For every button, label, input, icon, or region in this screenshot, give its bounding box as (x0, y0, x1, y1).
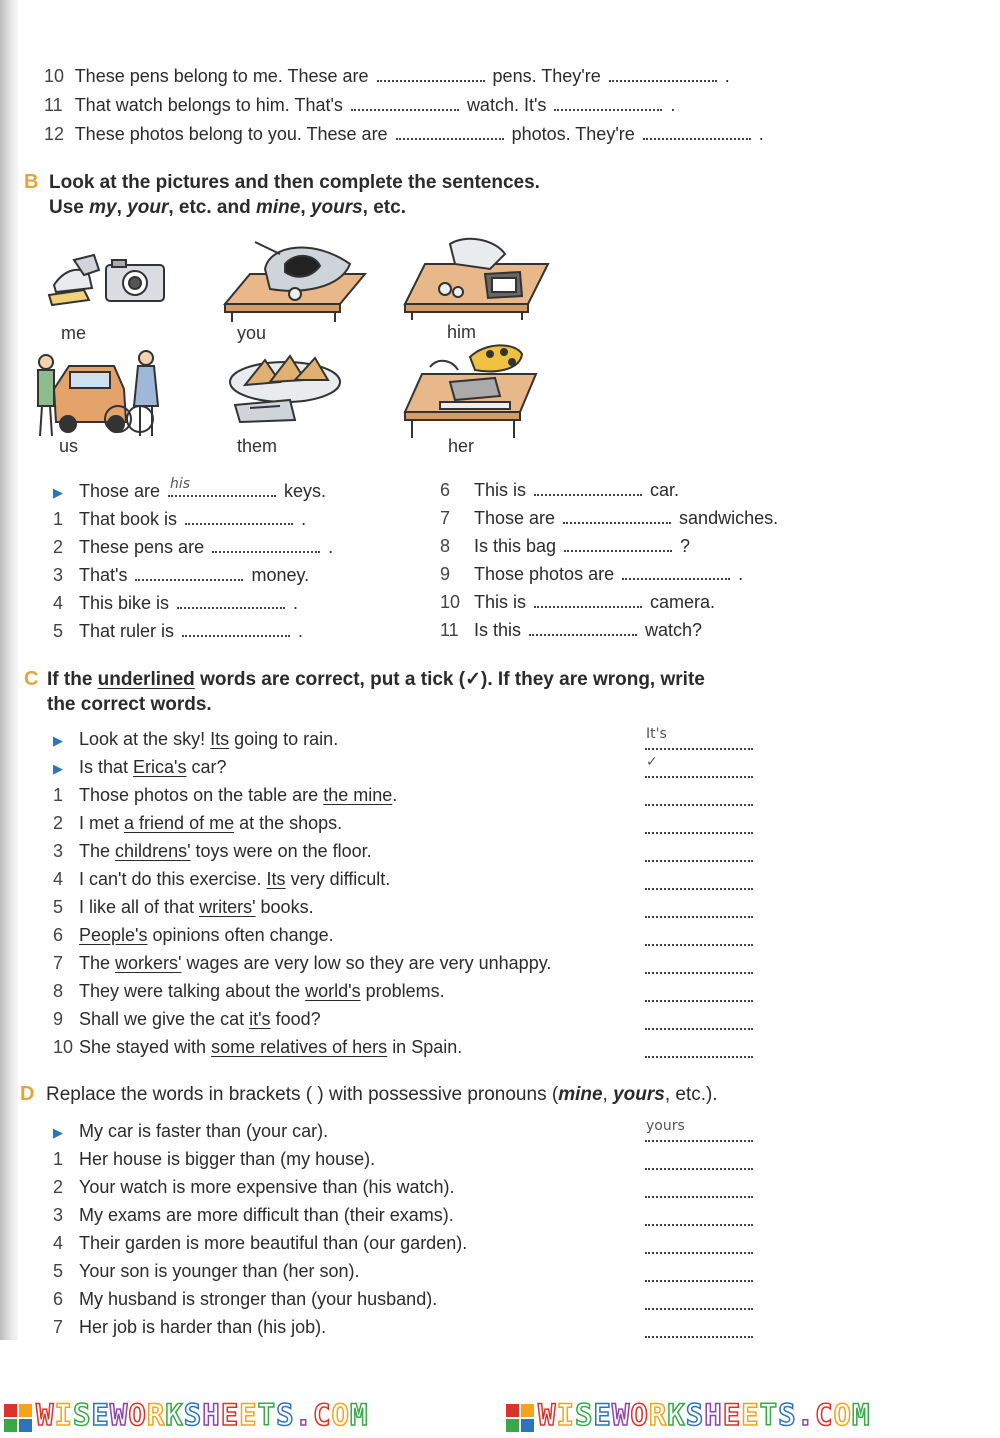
picture-label-him: him (447, 322, 477, 342)
exercise-b-row-9: 9 Those photos are . (440, 564, 744, 584)
exercise-d-row: 3 My exams are more difficult than (their exams). (53, 1205, 454, 1225)
answer-blank[interactable] (185, 509, 293, 525)
answer-blank[interactable] (609, 66, 717, 82)
item-number: 9 (53, 1009, 64, 1029)
exercise-d-row: 5 Your son is younger than (her son). (53, 1261, 360, 1281)
exercise-a-row-12: 12 These photos belong to you. These are photos. They're . (44, 124, 764, 144)
footer-text-2: WISEWORKSHEETS.COM (538, 1398, 871, 1432)
answer-blank[interactable] (396, 124, 504, 140)
answer-blank[interactable] (645, 1040, 753, 1058)
answer-blank[interactable] (645, 900, 753, 918)
footer-watermark (0, 1396, 1000, 1436)
answer-blank[interactable] (645, 1012, 753, 1030)
picture-him-table-keys (400, 234, 552, 320)
exercise-b-row-7: 7 Those are sandwiches. (440, 508, 779, 528)
answer-blank[interactable] (645, 844, 753, 862)
picture-label-me: me (61, 323, 87, 343)
exercise-a-row-10: 10 These pens belong to me. These are pens. They're . (44, 66, 730, 86)
exercise-c-row: 5 I like all of that writers' books. (53, 897, 314, 917)
item-number: 8 (53, 981, 64, 1001)
exercise-b-row-11: 11 Is this watch? (440, 620, 703, 640)
picture-us-car-bike (34, 344, 162, 444)
underlined-phrase: it's (249, 1009, 271, 1029)
wiseworksheets-logo-icon (4, 1404, 32, 1432)
answer-blank[interactable] (645, 760, 753, 778)
answer-blank[interactable] (645, 1208, 753, 1226)
answer-blank[interactable] (645, 1180, 753, 1198)
answer-blank[interactable] (645, 1320, 753, 1338)
exercise-b-row-8: 8 Is this bag ? (440, 536, 691, 556)
exercise-c-row: 10 She stayed with some relatives of hers in Spain. (53, 1037, 463, 1057)
answer-blank[interactable] (177, 593, 285, 609)
exercise-c-row: 1 Those photos on the table are the mine. (53, 785, 398, 805)
exercise-c-row: 2 I met a friend of me at the shops. (53, 813, 343, 833)
underlined-phrase: workers' (115, 953, 182, 973)
answer-blank[interactable] (643, 124, 751, 140)
page-spine-shadow (0, 0, 18, 1340)
exercise-d-row: ▶ My car is faster than (your car). (53, 1120, 328, 1144)
answer-blank[interactable] (135, 565, 243, 581)
wiseworksheets-logo-icon (506, 1404, 534, 1432)
example-arrow-icon: ▶ (53, 1125, 63, 1140)
answer-blank[interactable] (645, 872, 753, 890)
item-number: 5 (53, 897, 64, 917)
item-number: 6 (53, 925, 64, 945)
picture-label-her: her (448, 436, 475, 456)
underlined-phrase: Its (266, 869, 286, 889)
item-number: 11 (44, 95, 63, 115)
answer-blank[interactable] (554, 95, 662, 111)
answer-blank[interactable] (645, 928, 753, 946)
exercise-c-row: ▶ Look at the sky! Its going to rain. (53, 728, 338, 752)
example-arrow-icon: ▶ (53, 761, 63, 776)
answer-blank[interactable] (645, 816, 753, 834)
answer-blank[interactable] (645, 1236, 753, 1254)
exercise-b-row-3: 3 That's money. (53, 565, 310, 585)
exercise-b-row-2: 2 These pens are . (53, 537, 334, 557)
item-number: 10 (44, 66, 65, 86)
underlined-phrase: some relatives of hers (211, 1037, 388, 1057)
picture-label-us: us (59, 436, 79, 456)
picture-me-hands-camera (44, 240, 169, 315)
item-number: 4 (53, 869, 64, 889)
answer-blank[interactable] (645, 1152, 753, 1170)
section-b-letter: B (24, 171, 39, 193)
underlined-phrase: the mine (323, 785, 393, 805)
item-number: 12 (44, 124, 65, 144)
answer-blank[interactable] (529, 620, 637, 636)
item-number: 3 (53, 1205, 64, 1225)
answer-blank[interactable] (645, 956, 753, 974)
exercise-b-row-1: 1 That book is . (53, 509, 307, 529)
picture-label-you: you (237, 323, 267, 343)
answer-blank[interactable] (563, 508, 671, 524)
picture-label-them: them (237, 436, 278, 456)
underlined-phrase: a friend of me (124, 813, 235, 833)
underlined-phrase: world's (305, 981, 361, 1001)
exercise-b-row-4: 4 This bike is . (53, 593, 299, 613)
example-arrow-icon: ▶ (53, 733, 63, 748)
underlined-phrase: childrens' (115, 841, 191, 861)
answer-blank[interactable] (377, 66, 485, 82)
answer-blank[interactable] (534, 480, 642, 496)
exercise-c-row: 9 Shall we give the cat it's food? (53, 1009, 321, 1029)
item-number: 7 (53, 953, 64, 973)
section-c-title: If the underlined words are correct, put a tick (✓). If they are wrong, write the correct words. (47, 669, 705, 715)
exercise-c-row: 4 I can't do this exercise. Its very difficult. (53, 869, 391, 889)
exercise-c-row: 3 The childrens' toys were on the floor. (53, 841, 372, 861)
item-number: 2 (53, 813, 64, 833)
answer-blank[interactable] (534, 592, 642, 608)
item-number: 1 (53, 1149, 64, 1169)
example-answer: ✓ (646, 754, 658, 770)
answer-blank[interactable] (351, 95, 459, 111)
exercise-d-row: 4 Their garden is more beautiful than (our garden). (53, 1233, 468, 1253)
answer-blank[interactable] (645, 984, 753, 1002)
picture-her-table-bag (400, 342, 540, 438)
picture-them-sandwiches (220, 350, 350, 430)
item-number: 10 (53, 1037, 74, 1057)
answer-blank[interactable] (645, 788, 753, 806)
underlined-phrase: Erica's (133, 757, 187, 777)
item-number: 4 (53, 1233, 64, 1253)
answer-blank[interactable]: his (168, 481, 276, 497)
exercise-b-row-5: 5 That ruler is . (53, 621, 304, 641)
item-number: 5 (53, 1261, 64, 1281)
section-c-letter: C (24, 668, 39, 690)
answer-blank[interactable] (645, 1264, 753, 1282)
item-number: 2 (53, 1177, 64, 1197)
example-answer: yours (646, 1118, 685, 1134)
item-number: 6 (53, 1289, 64, 1309)
exercise-c-row: 6 People's opinions often change. (53, 925, 334, 945)
item-number: 3 (53, 841, 64, 861)
item-number: 1 (53, 785, 64, 805)
picture-you-table-watch (220, 234, 370, 322)
section-d-title: Replace the words in brackets ( ) with possessive pronouns (mine, yours, etc.). (46, 1084, 718, 1105)
footer-text-1: WISEWORKSHEETS.COM (36, 1398, 369, 1432)
example-answer: It's (646, 726, 667, 742)
section-b-title: Look at the pictures and then complete the sentences. Use my, your, etc. and mine, yours, etc. (49, 172, 540, 218)
section-d-letter: D (20, 1083, 35, 1105)
answer-blank[interactable] (645, 1292, 753, 1310)
exercise-b-row-10: 10 This is camera. (440, 592, 716, 612)
answer-blank[interactable] (564, 536, 672, 552)
exercise-b-example: ▶ Those are his keys. (53, 480, 326, 504)
exercise-c-row: 8 They were talking about the world's problems. (53, 981, 445, 1001)
exercise-d-row: 2 Your watch is more expensive than (his watch). (53, 1177, 455, 1197)
answer-blank[interactable] (622, 564, 730, 580)
example-arrow-icon: ▶ (53, 485, 63, 500)
exercise-c-row: 7 The workers' wages are very low so they are very unhappy. (53, 953, 552, 973)
answer-blank[interactable] (212, 537, 320, 553)
exercise-b-row-6: 6 This is car. (440, 480, 680, 500)
underlined-phrase: People's (79, 925, 148, 945)
item-number: 7 (53, 1317, 64, 1337)
answer-blank[interactable] (182, 621, 290, 637)
underlined-phrase: Its (210, 729, 230, 749)
exercise-a-row-11: 11 That watch belongs to him. That's watch. It's . (44, 95, 676, 115)
exercise-c-row: ▶ Is that Erica's car? (53, 756, 227, 780)
underlined-phrase: writers' (199, 897, 256, 917)
exercise-d-row: 7 Her job is harder than (his job). (53, 1317, 327, 1337)
exercise-d-row: 6 My husband is stronger than (your husband). (53, 1289, 438, 1309)
exercise-d-row: 1 Her house is bigger than (my house). (53, 1149, 376, 1169)
